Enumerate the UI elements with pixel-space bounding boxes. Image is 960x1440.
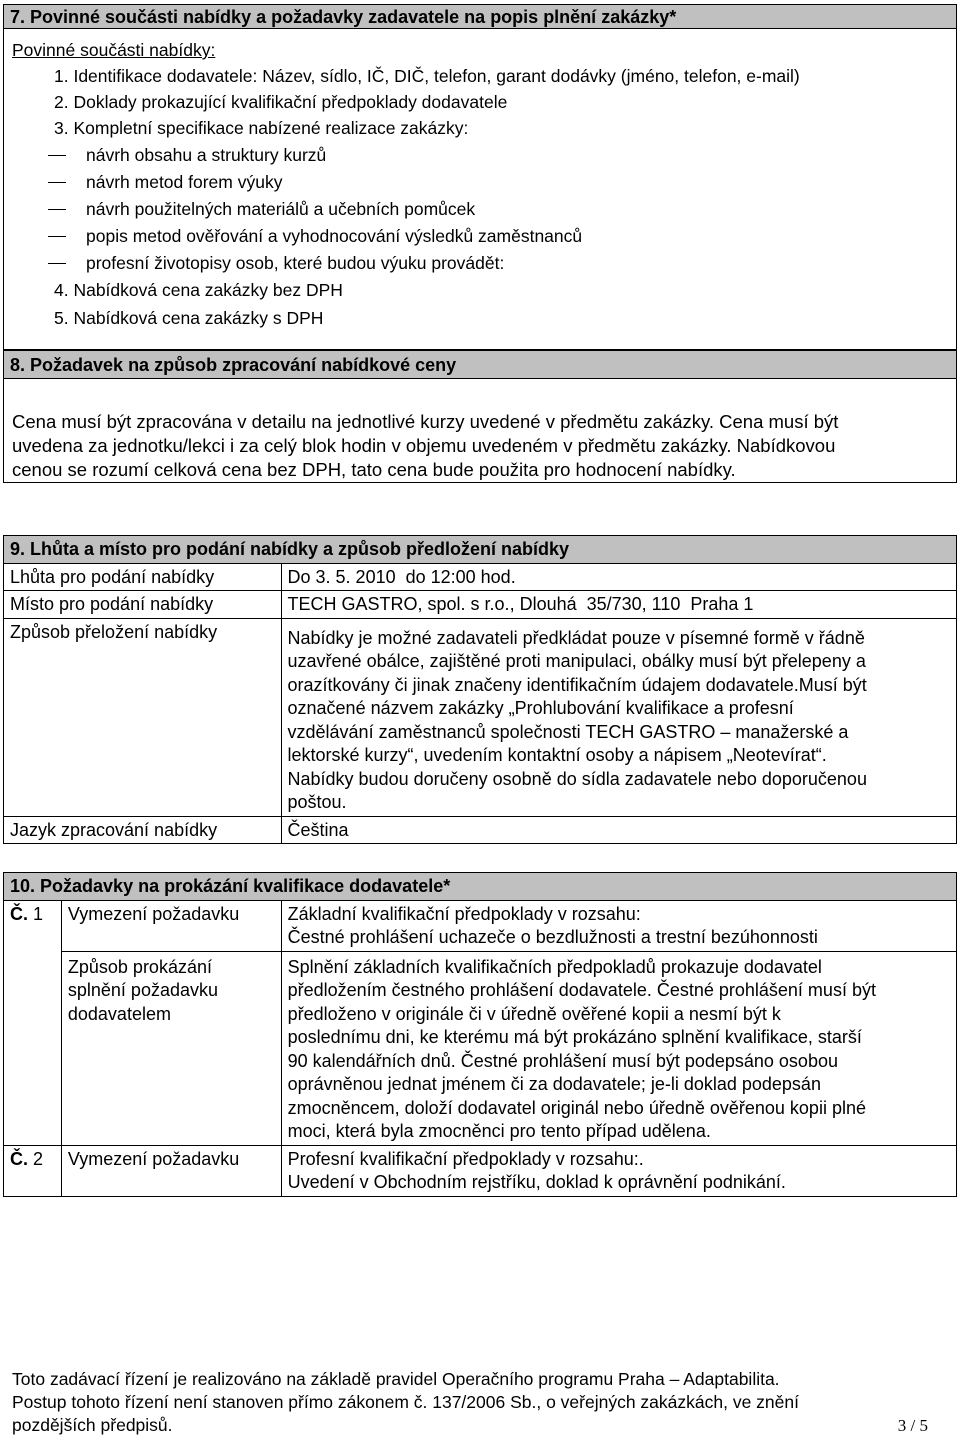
requirement-number: Č. 1: [4, 900, 62, 1145]
text-line: zmocněncem, doloží dodavatel originál nebo úředně ověřenou kopii plné: [287, 1097, 866, 1118]
table-row: [4, 900, 957, 951]
requirement-label: Vymezení požadavku: [61, 900, 281, 951]
text-line: předloženo v originále či v úředně ověřené kopii a nesmí být k: [287, 1003, 781, 1024]
text-line: označené názvem zakázky „Prohlubování kvalifikace a profesní: [287, 698, 794, 718]
dash-bullet-icon: [48, 155, 66, 156]
footer: [12, 1368, 948, 1437]
text-line: vzdělávání zaměstnanců společnosti TECH GASTRO – manažerské a: [287, 721, 849, 742]
text-line: 90 kalendářních dnů. Čestné prohlášení musí být podepsáno osobou: [287, 1050, 838, 1071]
proof-method-label: Způsob prokázání splnění požadavku dodavatelem: [61, 951, 281, 1145]
table-row: [4, 816, 957, 844]
text-line: moci, která byla zmocněnci pro tento případ udělena.: [287, 1121, 711, 1141]
text-line: Nabídky je možné zadavateli předkládat pouze v písemné formě v řádně: [287, 627, 865, 648]
bullet-item: popis metod ověřování a vyhodnocování výsledků zaměstnanců: [86, 226, 583, 246]
submission-method-label: Způsob přeložení nabídky: [4, 618, 282, 816]
bullet-item: profesní životopisy osob, které budou výuku provádět:: [86, 253, 505, 273]
table-row: [4, 618, 957, 816]
text-line: předložením čestného prohlášení dodavatele. Čestné prohlášení musí být: [287, 980, 876, 1000]
text-line: lektorské kurzy“, uvedením kontaktní osoby a nápisem „Neotevírat“.: [287, 745, 827, 765]
requirement-label: Vymezení požadavku: [61, 1145, 281, 1196]
text-line: orazítkovány či jinak značeny identifikačním údajem dodavatele.Musí být: [287, 674, 867, 695]
table-row: [4, 1145, 957, 1196]
list-item: 3. Kompletní specifikace nabízené realizace zakázky:: [54, 118, 469, 138]
section-7: [3, 4, 957, 350]
requirement-number: Č. 2: [4, 1145, 62, 1196]
bullet-item: návrh metod forem výuky: [86, 172, 283, 192]
section-9-table: [3, 535, 957, 844]
section-9-heading: 9. Lhůta a místo pro podání nabídky a způsob předložení nabídky: [4, 536, 957, 564]
text-line: Splnění základních kvalifikačních předpokladů prokazuje dodavatel: [287, 956, 822, 977]
footer-line: Postup tohoto řízení není stanoven přímo zákonem č. 137/2006 Sb., o veřejných zakázkách, ve znění: [12, 1392, 799, 1412]
list-item: 1. Identifikace dodavatele: Název, sídlo, IČ, DIČ, telefon, garant dodávky (jméno, telefon, e-mail): [54, 66, 800, 86]
language-label: Jazyk zpracování nabídky: [4, 816, 282, 844]
deadline-value: Do 3. 5. 2010 do 12:00 hod.: [281, 563, 956, 591]
submission-method-value: [281, 618, 956, 816]
page-number: 3 / 5: [897, 1416, 928, 1435]
list-item: 5. Nabídková cena zakázky s DPH: [54, 308, 324, 328]
bullet-item: návrh použitelných materiálů a učebních pomůcek: [86, 199, 476, 219]
text-line: Nabídky budou doručeny osobně do sídla zadavatele nebo doporučenou: [287, 768, 867, 789]
section-8: [3, 350, 957, 483]
table-row: [4, 563, 957, 591]
dash-bullet-icon: [48, 236, 66, 237]
text-line: Profesní kvalifikační předpoklady v rozsahu:.: [287, 1148, 644, 1169]
price-text-line: Cena musí být zpracována v detailu na jednotlivé kurzy uvedené v předmětu zakázky. Cena musí být: [12, 411, 839, 432]
section-7-heading: 7. Povinné součásti nabídky a požadavky zadavatele na popis plnění zakázky*: [4, 5, 956, 29]
section-10-table: [3, 872, 957, 1197]
deadline-label: Lhůta pro podání nabídky: [4, 563, 282, 591]
text-line: Uvedení v Obchodním rejstříku, doklad k oprávnění podnikání.: [287, 1172, 786, 1192]
proof-method-value: [281, 951, 956, 1145]
text-line: poslednímu dni, ke kterému má být prokázáno splnění kvalifikace, starší: [287, 1027, 862, 1047]
requirement-value: [281, 900, 956, 951]
place-label: Místo pro podání nabídky: [4, 591, 282, 619]
list-item: 4. Nabídková cena zakázky bez DPH: [54, 280, 343, 300]
required-parts-subheading: Povinné součásti nabídky:: [12, 40, 216, 60]
footer-line: Toto zadávací řízení je realizováno na základě pravidel Operačního programu Praha – Adaptabilita.: [12, 1369, 780, 1389]
price-text-line: uvedena za jednotku/lekci i za celý blok hodin v objemu uvedeném v předmětu zakázky. Nabídkovou: [12, 435, 836, 456]
text-line: Čestné prohlášení uchazeče o bezdlužnosti a trestní bezúhonnosti: [287, 927, 818, 947]
table-row: [4, 591, 957, 619]
section-10-heading: 10. Požadavky na prokázání kvalifikace dodavatele*: [4, 873, 957, 901]
dash-bullet-icon: [48, 263, 66, 264]
price-text-line: cenou se rozumí celková cena bez DPH, tato cena bude použita pro hodnocení nabídky.: [12, 459, 736, 480]
list-item: 2. Doklady prokazující kvalifikační předpoklady dodavatele: [54, 92, 508, 112]
text-line: poštou.: [287, 792, 347, 812]
bullet-item: návrh obsahu a struktury kurzů: [86, 145, 327, 165]
section-8-heading: 8. Požadavek na způsob zpracování nabídkové ceny: [4, 351, 956, 379]
text-line: oprávněnou jednat jménem či za dodavatele; je-li doklad podepsán: [287, 1074, 821, 1094]
dash-bullet-icon: [48, 209, 66, 210]
text-line: Základní kvalifikační předpoklady v rozsahu:: [287, 903, 641, 924]
dash-bullet-icon: [48, 182, 66, 183]
footer-line: pozdějších předpisů.: [12, 1415, 173, 1435]
table-row: [4, 951, 957, 1145]
text-line: uzavřené obálce, zajištěné proti manipulaci, obálky musí být přelepeny a: [287, 651, 866, 671]
place-value: TECH GASTRO, spol. s r.o., Dlouhá 35/730, 110 Praha 1: [281, 591, 956, 619]
requirement-value: [281, 1145, 956, 1196]
language-value: Čeština: [281, 816, 956, 844]
